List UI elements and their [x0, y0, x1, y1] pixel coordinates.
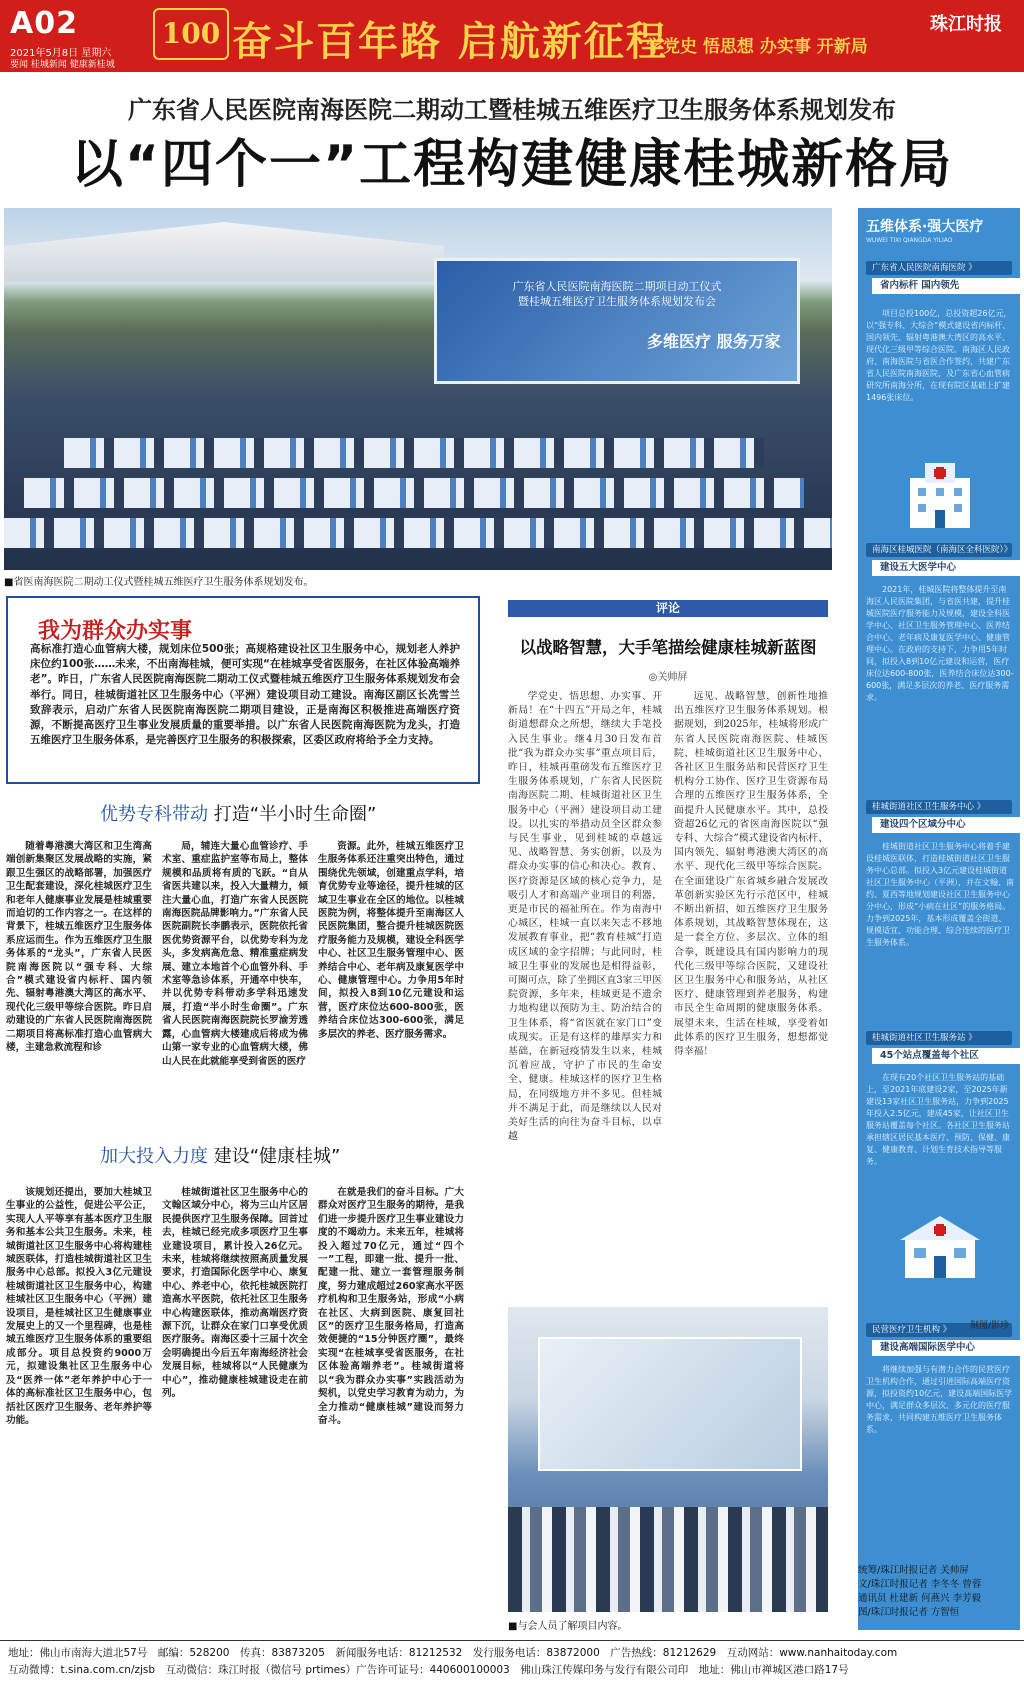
- exhibit-photo: [508, 1307, 828, 1612]
- byline-credits: 统筹/珠江时报记者 关帅屏 文/珠江时报记者 李冬冬 曾蓉 通讯员 杜建新 何燕兴 李芳毅 图/珠江时报记者 方智恒: [858, 1565, 982, 1618]
- footer-line-2: 互动微博：t.sina.com.cn/zjsb 互动微信：珠江时报（微信号 prtimes）广告许可证号：440600100003 佛山珠江传媒印务与发行有限公司印 地址：佛山市禅城区港口路17号: [8, 1664, 849, 1676]
- section1-header: [100, 800, 376, 826]
- section1-col3: 资源。此外，桂城五维医疗卫生服务体系还注重突出特色，通过围绕优先领域，创建重点学科，培育优势专业等途径，提升桂城的区域卫生事业在全区的地位。以桂城医院为例，将整体提升至南海区人民医院集团，整合提升桂城医院医疗服务能力及规模，建设全科医学中心、社区卫生服务管理中心、医养结合中心、老年病及康复医学中心、健康管理中心。力争用5年时间，拟投入8到10亿元建设和运营，医疗床位达600-800张，医养结合床位达300-600张，满足多层次的养老、医疗服务需求。: [318, 841, 464, 1040]
- photo-caption: ■省医南海医院二期动工仪式暨桂城五维医疗卫生服务体系规划发布。: [4, 577, 314, 588]
- paper-logo: 珠江时报: [930, 14, 1002, 35]
- photo2-caption: ■与会人员了解项目内容。: [508, 1621, 628, 1632]
- illustration-credit: 制图/影珍: [970, 1321, 1010, 1331]
- stage-line-2: 暨桂城五维医疗卫生服务体系规划发布会: [518, 295, 716, 308]
- section2-title: 建设“健康桂城”: [213, 1146, 341, 1167]
- intro-text: 高标准打造心血管病大楼，规划床位500张；高规格建设社区卫生服务中心，规划老人养护床位约100张……未来，不出南海桂城，便可实现“在桂城享受省医服务，在社区体验高端养老”。昨日，广东省人民医院南海医院二期动工仪式暨桂城五维医疗卫生服务体系规划发布会举行。同日，桂城街道社区卫生服务中心（平洲）建设项目动工建设。南海区副区长冼雪兰致辞表示，启动广东省人民医院南海医院二期项目建设，正是南海区积极推进高端医疗资源，不断提高医疗卫生事业发展质量的重要举措。以广东省人民医院南海医院为龙头，打造五维医疗卫生服务体系，是完善医疗卫生服务的积极探索，区委区政府将给予全力支持。: [30, 643, 460, 747]
- tent-canopy: [4, 222, 444, 282]
- editorial-col1: 学党史、悟思想、办实事、开新局！在“十四五”开局之年，桂城街道想群众之所想，继续大手笔投入民生事业。继4月30日发布首批“我为群众办实事”重点项目后，昨日，桂城再重磅发布五维医疗卫生服务体系规划，广东省人民医院南海医院二期、桂城街道社区卫生服务中心（平洲）建设项目动工建设。以扎实的举措动员全区群众参与民生事业，见到桂城的卓越远见、战略智慧、务实创新，以及为群众办实事的信心和决心。教育、医疗资源是区域的核心竞争力，是吸引人才和高端产业项目的利器，更是市民的福祉所在。作为南海中心城区，桂城一直以来矢志不移地发展教育事业，把“教育桂城”打造成区域的金字招牌；与此同时，桂城卫生事业的发展也是相得益彰，可圈可点，除了坐拥区直3家三甲医院资源，多年来，桂城更是不遗余力地构建以预防为主、防治结合的卫生体系，将“省医就在家门口”变成现实。正是有这样的雄厚实力和基础，在新冠疫情发生以来，桂城沉着应战，守护了市民的生命安全、健康。桂城这样的医疗卫生格局，在同级地方并不多见。但桂城并不满足于此，而是继续以人民对美好生活的向往为奋斗目标，以卓越: [508, 691, 662, 1143]
- page-footer: [0, 1640, 1024, 1682]
- section1-title: 打造“半小时生命圈”: [213, 804, 377, 825]
- intro-title: 我为群众办实事: [38, 618, 193, 644]
- centenary-logo: 100: [153, 8, 229, 60]
- section2-col1: 该规划还提出，要加大桂城卫生事业的公益性，促进公平公正，实现人人平等享有基本医疗卫生服务和基本公共卫生服务。未来，桂城街道社区卫生服务中心将构建桂城医联体，打造桂城街道社区卫生服务中心总部。拟投入3亿元建设桂城街道社区卫生服务中心，构建桂城社区卫生服务中心（平洲）建设项目，是桂城社区卫生健康事业发展史上的又一个里程碑，也是桂城五维医疗卫生服务体系的重要组成部分。项目总投资约9000万元，拟建设集社区卫生服务中心及“医养一体”老年养护中心于一体的高标准社区卫生服务中心，包括社区医疗卫生服务、老年养护等功能。: [6, 1187, 152, 1426]
- sidebar-text-2: 2021年，桂城医院将整体提升至南海区人民医院集团，与省医共建，提升桂城医院医疗服务能力及规模，建设全科医学中心、社区卫生服务管理中心、医养结合中心、老年病及康复医学中心、健康管理中心。在政府的支持下，力争用5年时间，拟投入8到10亿元建设和运营，医疗床位达600-800张，医养结合床位达300-600张，满足多层次的养老、医疗服务需求。: [866, 585, 1014, 702]
- footer-line-1: 地址：佛山市南海大道北57号 邮编：528200 传真：83873205 新闻服务电话：81212532 发行服务电话：83872000 广告热线：81212629 互动网站：www.nanhaitoday.com: [8, 1647, 898, 1659]
- visitors: [508, 1507, 828, 1612]
- sidebar-tag-3: 桂城街道社区卫生服务中心 》: [866, 800, 1012, 814]
- sidebar-head-2: 建设五大医学中心: [872, 560, 1022, 576]
- motto: 学党史 悟思想 办实事 开新局: [646, 37, 868, 57]
- sidebar-text-3: 桂城街道社区卫生服务中心将着手建设桂城医联体，打造桂城街道社区卫生服务中心总部。拟投入3亿元建设桂城街道社区卫生服务中心（平洲），并在文翰、南约、夏西等地规划建设社区卫生服务中心分中心，形成“小病在社区”的服务格局。力争到2025年，基本形成覆盖全街道、规模适宜、功能合理、综合连续的医疗卫生服务体系。: [866, 842, 1014, 947]
- sidebar-tag-4: 桂城街道社区卫生服务站 》: [866, 1031, 1012, 1045]
- section1-lead: 优势专科带动: [100, 804, 208, 825]
- sidebar-panel: [858, 208, 1020, 1630]
- sidebar-head-4: 45个站点覆盖每个社区: [872, 1048, 1022, 1064]
- issue-date: 2021年5月8日 星期六: [10, 48, 112, 59]
- audience-row: [24, 478, 804, 508]
- hospital-icon: [890, 458, 990, 538]
- page-number: A02: [10, 6, 78, 41]
- main-headline: 以“四个一”工程构建健康桂城新格局: [70, 135, 954, 195]
- sidebar-text-1: 项目总投100亿，总投资超26亿元，以“强专科、大综合”模式建设省内标杆、国内领先、辐射粤港澳大湾区的高水平、现代化三级甲等综合医院。南海区人民政府、南海医院与省医合作签约，共建广东省人民医院南海医院，及广东省心血管病研究所南海分所，在现有院区基础上扩建1496张床位。: [866, 309, 1012, 402]
- sidebar-text-5: 将继续加强与有潜力合作的民营医疗卫生机构合作，通过引进国际高端医疗资源，拟投资约10亿元，建设高端国际医学中心，满足群众多层次、多元化的医疗服务需求，共同构建五维医疗卫生服务体系。: [866, 1365, 1013, 1434]
- editorial-author: ◎关帅屏: [648, 672, 688, 683]
- sidebar-text-4: 在现有20个社区卫生服务站的基础上，至2021年底建设2家，至2025年新建设13家社区卫生服务站，力争到2025年投入2.5亿元，建成45家，让社区卫生服务站覆盖每个社区。各社区卫生服务站承担辖区居民基本医疗、预防、保健、康复、健康教育、计划生育技术指导等服务。: [866, 1073, 1010, 1166]
- audience-row: [4, 518, 832, 548]
- sidebar-tag-1: 广东省人民医院南海医院 》: [866, 261, 1012, 275]
- stage-backdrop: [434, 258, 800, 384]
- section2-header: [100, 1142, 340, 1168]
- editorial-label: 评论: [508, 600, 828, 617]
- display-board: [538, 1337, 802, 1471]
- section-slogan: 要闻 桂城新闻 健康新桂城: [10, 60, 115, 70]
- sidebar-subtitle: WUWEI TIXI QIANGDA YILIAO: [866, 237, 953, 244]
- sidebar-head-3: 建设四个区域分中心: [872, 817, 1022, 833]
- sidebar-head-5: 建设高端国际医学中心: [872, 1340, 1022, 1356]
- audience-row: [64, 438, 764, 468]
- clinic-icon: [890, 1208, 990, 1288]
- editorial-title: 以战略智慧，大手笔描绘健康桂城新蓝图: [519, 638, 817, 657]
- sidebar-title: 五维体系·强大医疗: [866, 219, 984, 235]
- stage-line-1: 广东省人民医院南海医院二期项目动工仪式: [512, 280, 722, 293]
- section2-col2: 桂城街道社区卫生服务中心的文翰区域分中心，将为三山片区居民提供医疗卫生服务保障。回首过去，桂城已经完成多项医疗卫生事业建设项目，累计投入26亿元。未来，桂城将继续按照高质量发展要求，打造国际化医学中心、康复中心、养老中心，依托桂城医院打造高水平医院，依托社区卫生服务中心构建医联体，推动高端医疗资源下沉，让群众在家门口享受优质医疗服务。南海区委十三届十次全会明确提出今后五年南海经济社会发展目标，桂城将以“人民健康为中心”，推动健康桂城建设走在前列。: [162, 1187, 308, 1400]
- ceremony-photo: [4, 208, 832, 570]
- editorial-col2: 远见、战略智慧，创新性地推出五维医疗卫生服务体系规划。根据规划，到2025年，桂城将形成广东省人民医院南海医院、桂城医院、桂城街道社区卫生服务中心、各社区卫生服务站和民营医疗卫生机构分工协作、医疗卫生资源布局合理的五维医疗卫生服务体系，全面提升人民健康水平。其中，总投资超26亿元的省医南海医院以“强专科、大综合”模式建设省内标杆、国内领先、辐射粤港澳大湾区的高水平、现代化三级甲等综合医院。在全面建设广东省城乡融合发展改革创新实验区先行示范区中，桂城不断出新招，如五维医疗卫生服务体系规划，其战略智慧体现在，这是一套全方位、多层次、立体的组合拳，既建设具有国内影响力的现代化三级甲等综合医院，又建设社区卫生服务中心和服务站，从社区医疗、健康管理到养老服务，构建市民全生命周期的健康服务体系。展望未来，生活在桂城，享受着如此体系的医疗卫生服务，想想都觉得幸福！: [674, 691, 828, 1058]
- masthead: [0, 0, 1024, 72]
- sidebar-head-1: 省内标杆 国内领先: [872, 278, 1022, 294]
- section2-col3: 在就是我们的奋斗目标。广大群众对医疗卫生服务的期待，是我们进一步提升医疗卫生事业建设力度的不竭动力。未来五年，桂城将投入超过70亿元，通过“四个一”工程，即建一批、提升一批、配建一批、建立一套管理服务制度，努力建成超过260家高水平医疗机构和卫生服务站，形成“小病在社区、大病到医院、康复回社区”的医疗卫生服务格局，打造高效便捷的“15分钟医疗圈”，最终实现“在桂城享受省医服务，在社区体验高端养老”。桂城街道将以“我为群众办实事”实践活动为契机，以党史学习教育为动力，为全力推动“健康桂城”建设而努力奋斗。: [318, 1187, 464, 1426]
- section2-lead: 加大投入力度: [100, 1146, 208, 1167]
- section1-col2: 局，辅连大量心血管诊疗、手术室、重症监护室等布局上，整体规模和品质将有质的飞跃。“自从省医共建以来，投入大量精力，倾注大量心血，打造广东省人民医院南海医院品牌影响力。”广东省人民医院副院长李鹏表示，医院依托省医优势资源平台，以优势专科为龙头，多发病高危急、精准重症病发展、建立本地首个心血管外科、手术室等急诊体系，开通卒中快车，并以优势专科带动多学科迅速发展，打造“半小时生命圈”。广东省人民医院南海医院院长罗渝芳透露，心血管病大楼建成后将成为佛山第一家专业的心血管病大楼，佛山人民在此就能享受到省医的医疗: [162, 841, 308, 1067]
- section1-col1: 随着粤港澳大湾区和卫生湾高端创新集聚区发展战略的实施，紧跟卫生强区的战略部署，加强医疗卫生配套建设，深化桂城医疗卫生和老年人健康事业发展是桂城重要而迫切的工作内容之一。在这样的背景下，桂城五维医疗卫生服务体系应运而生。作为五维医疗卫生服务体系的“龙头”，广东省人民医院南海医院以“强专科、大综合”模式建设省内标杆、国内领先、辐射粤港澳大湾区的高水平、现代化三级甲等综合医院。昨日启动建设的广东省人民医院南海医院二期项目将高标准打造心血管病大楼，主建急救流程和诊: [6, 841, 152, 1054]
- sidebar-tag-5: 民营医疗卫生机构 》: [866, 1323, 1012, 1337]
- banner-slogan: 奋斗百年路 启航新征程: [232, 18, 668, 65]
- sidebar-tag-2: 南海区桂城医院（南海区全科医院）》: [866, 543, 1012, 557]
- stage-slogan: 多维医疗 服务万家: [647, 332, 781, 351]
- kicker-headline: 广东省人民医院南海医院二期动工暨桂城五维医疗卫生服务体系规划发布: [128, 96, 896, 124]
